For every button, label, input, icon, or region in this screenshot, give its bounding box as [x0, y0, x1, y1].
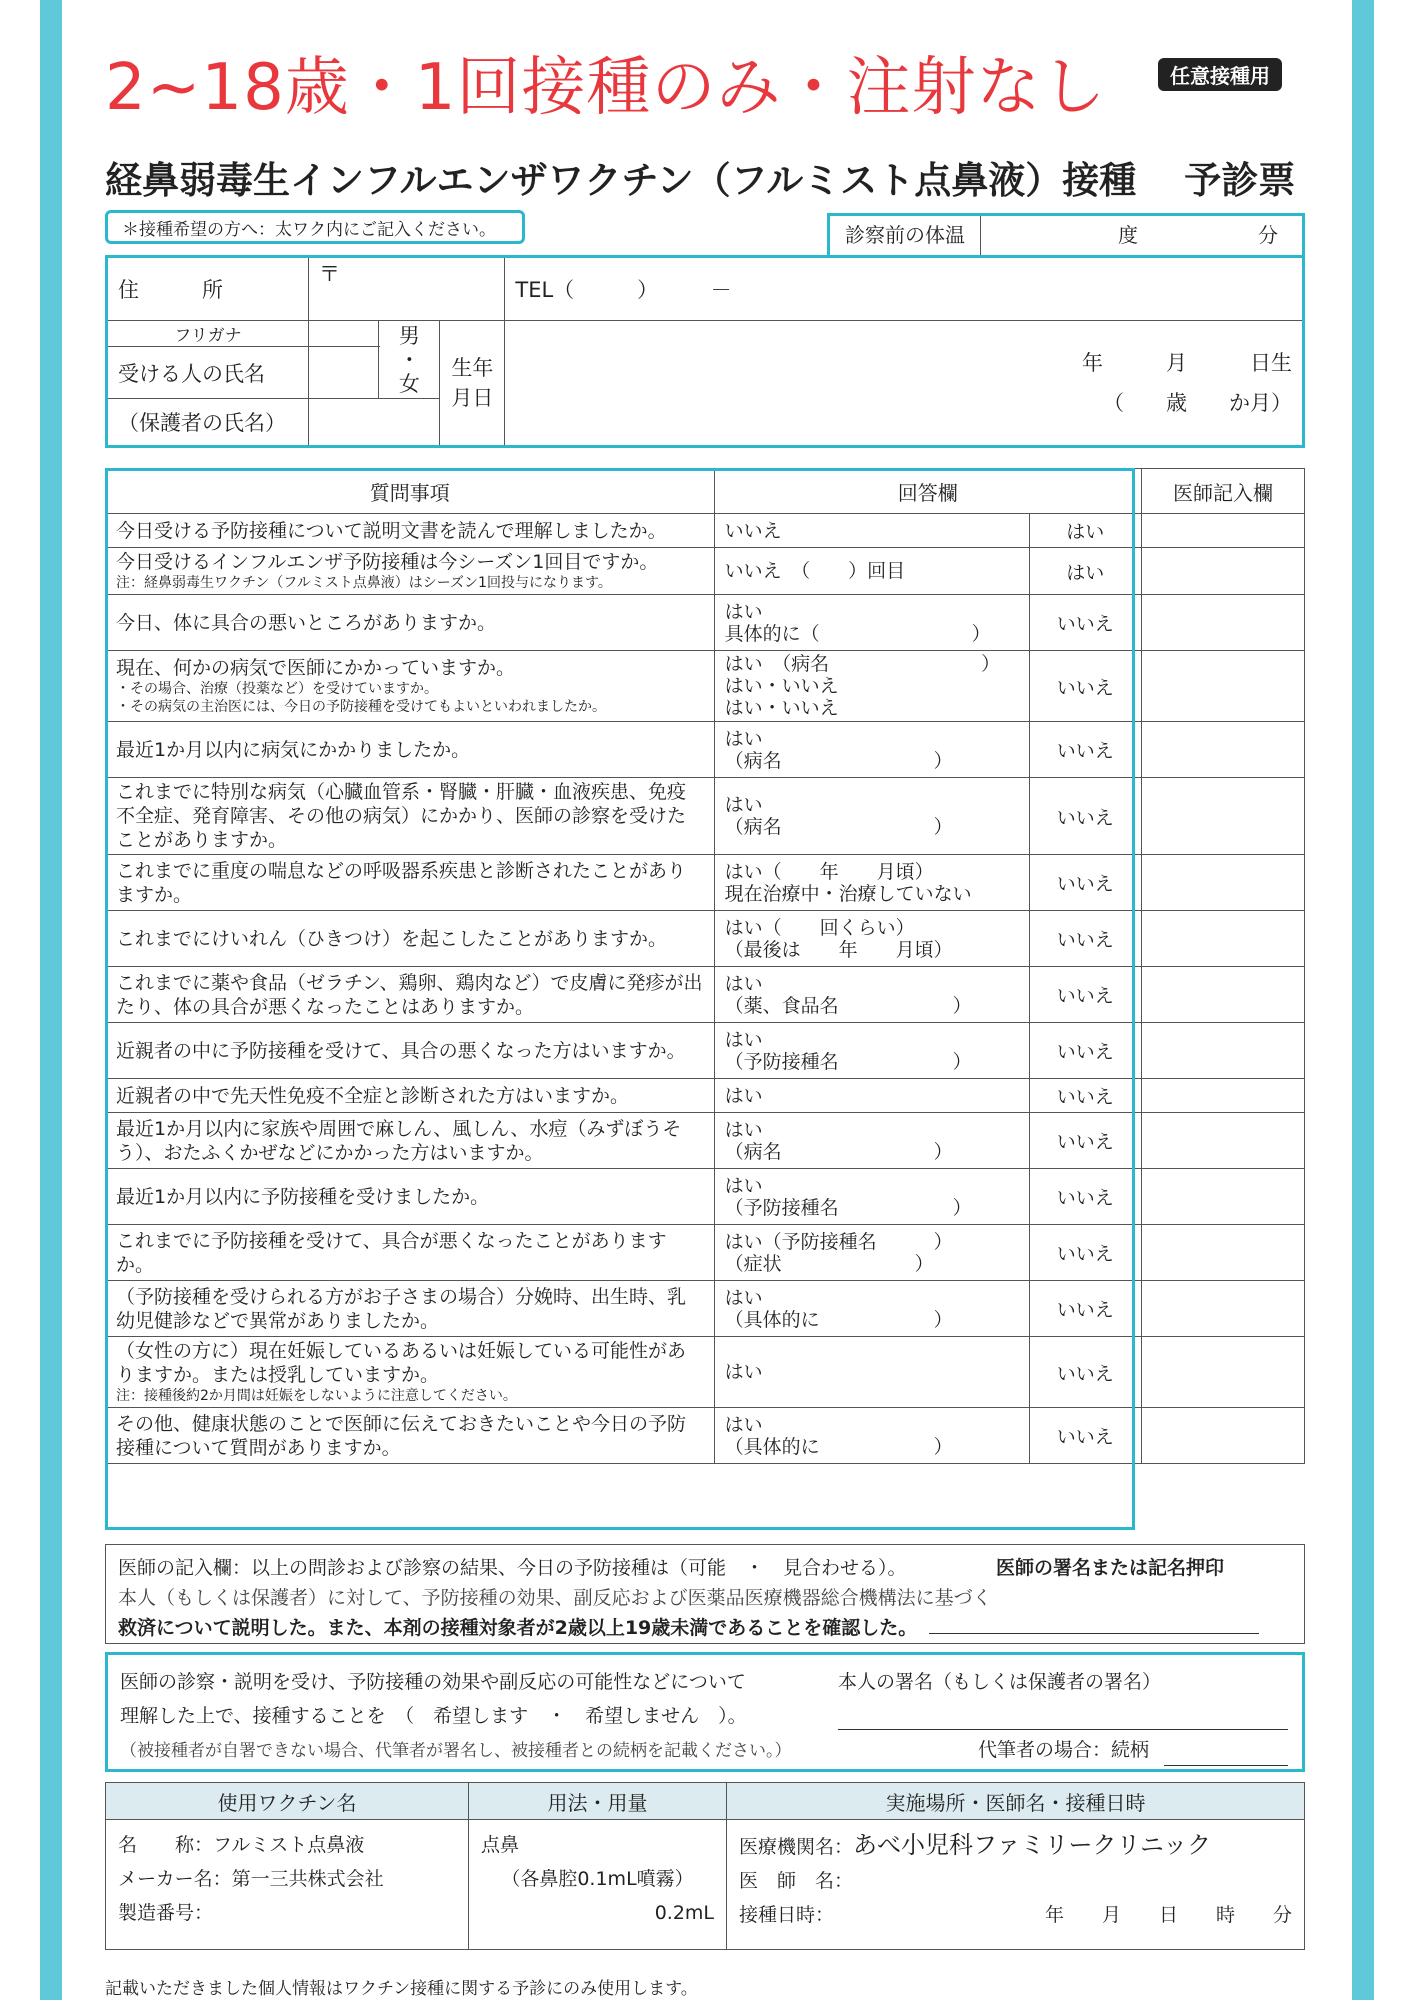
question-text: 最近1か月以内に病気にかかりましたか。	[106, 722, 715, 778]
answer-option-2[interactable]: いいえ	[1029, 651, 1141, 722]
privacy-footer: 記載いただきました個人情報はワクチン接種に関する予診にのみ使用します。	[105, 1979, 698, 1999]
question-row	[106, 778, 1305, 855]
question-text: （予防接種を受けられる方がお子さまの場合）分娩時、出生時、乳幼児健診などで異常がありましたか。	[106, 1281, 715, 1337]
answer-option-2[interactable]: いいえ	[1029, 967, 1141, 1023]
doctor-note-cell[interactable]	[1141, 967, 1304, 1023]
doctor-note-cell[interactable]	[1141, 1408, 1304, 1464]
answer-option-1[interactable]: はい	[714, 1079, 1029, 1113]
question-text: （女性の方に）現在妊娠しているあるいは妊娠している可能性がありますか。または授乳していますか。 注：接種後約2か月間は妊娠をしないように注意してください。	[106, 1337, 715, 1408]
questionnaire-table	[105, 468, 1305, 1464]
doctor-note-cell[interactable]	[1141, 1225, 1304, 1281]
question-row	[106, 651, 1305, 722]
answer-option-2[interactable]: いいえ	[1029, 595, 1141, 651]
doctor-note-cell[interactable]	[1141, 1281, 1304, 1337]
birthdate-field[interactable]: 年 月 日生 （ 歳 か月）	[505, 321, 1304, 447]
answer-option-2[interactable]: いいえ	[1029, 1408, 1141, 1464]
answer-option-2[interactable]: いいえ	[1029, 1281, 1141, 1337]
answer-option-1[interactable]: はい （病名 ）	[714, 722, 1029, 778]
answer-option-1[interactable]: はい（ 回くらい） （最後は 年 月頃）	[714, 911, 1029, 967]
furigana-field[interactable]	[309, 321, 379, 347]
question-text: 現在、何かの病気で医師にかかっていますか。 ・その場合、治療（投薬など）を受けていますか。 ・その病気の主治医には、今日の予防接種を受けてもよいといわれましたか。	[106, 651, 715, 722]
address-label: 住 所	[107, 257, 309, 321]
question-row	[106, 1023, 1305, 1079]
answer-option-1[interactable]: はい （予防接種名 ）	[714, 1023, 1029, 1079]
answer-option-1[interactable]: はい （具体的に ）	[714, 1408, 1029, 1464]
dosage-info: 点鼻 （各鼻腔0.1mL噴霧） 0.2mL	[469, 1820, 727, 1950]
doctor-note-cell[interactable]	[1141, 548, 1304, 595]
answer-option-1[interactable]: いいえ （ ）回目	[714, 548, 1029, 595]
doctor-note-cell[interactable]	[1141, 722, 1304, 778]
name-field[interactable]	[309, 347, 379, 399]
question-row	[106, 548, 1305, 595]
question-text: これまでに重度の喘息などの呼吸器系疾患と診断されたことがありますか。	[106, 855, 715, 911]
question-row	[106, 1281, 1305, 1337]
question-row	[106, 595, 1305, 651]
question-text: これまでにけいれん（ひきつけ）を起こしたことがありますか。	[106, 911, 715, 967]
col-answer: 回答欄	[714, 469, 1141, 514]
answer-option-2[interactable]: いいえ	[1029, 1079, 1141, 1113]
tel-field[interactable]: TEL（ ） －	[505, 257, 1304, 321]
question-row	[106, 1408, 1305, 1464]
facility-info: 医療機関名：あべ小児科ファミリークリニック 医 師 名： 接種日時： 年 月 日 時 分	[727, 1820, 1305, 1950]
question-row	[106, 1113, 1305, 1169]
instruction-note: ＊接種希望の方へ：太ワク内にご記入ください。	[105, 210, 525, 244]
headline: 2~18歳・1回接種のみ・注射なし	[105, 51, 1107, 125]
answer-option-1[interactable]: はい （病名 ）	[714, 778, 1029, 855]
question-row	[106, 1225, 1305, 1281]
doctor-note-cell[interactable]	[1141, 1169, 1304, 1225]
question-text: 最近1か月以内に家族や周囲で麻しん、風しん、水痘（みずぼうそう）、おたふくかぜなどにかかった方はいますか。	[106, 1113, 715, 1169]
answer-option-1[interactable]: はい（ 年 月頃） 現在治療中・治療していない	[714, 855, 1029, 911]
page-title: 経鼻弱毒生インフルエンザワクチン（フルミスト点鼻液）接種 予診票	[105, 159, 1296, 202]
vaccine-info: 名 称：フルミスト点鼻液 メーカー名：第一三共株式会社 製造番号：	[106, 1820, 469, 1950]
question-text: これまでに特別な病気（心臓血管系・腎臓・肝臓・血液疾患、免疫不全症、発育障害、その他の病気）にかかり、医師の診察を受けたことがありますか。	[106, 778, 715, 855]
left-accent-bar	[40, 0, 62, 2000]
relation-line[interactable]	[1164, 1765, 1288, 1766]
name-label: 受ける人の氏名	[107, 347, 309, 399]
doctor-note-cell[interactable]	[1141, 778, 1304, 855]
question-text: 今日、体に具合の悪いところがありますか。	[106, 595, 715, 651]
answer-option-2[interactable]: いいえ	[1029, 722, 1141, 778]
question-row	[106, 722, 1305, 778]
answer-option-2[interactable]: いいえ	[1029, 1023, 1141, 1079]
answer-option-2[interactable]: はい	[1029, 548, 1141, 595]
consent-choice[interactable]: 理解した上で、接種することを （ 希望します ・ 希望しません ）。	[120, 1705, 747, 1727]
answer-option-2[interactable]: はい	[1029, 514, 1141, 548]
patient-signature-line[interactable]	[838, 1729, 1288, 1730]
doctor-signature-line[interactable]	[929, 1633, 1259, 1634]
question-row	[106, 967, 1305, 1023]
answer-option-2[interactable]: いいえ	[1029, 855, 1141, 911]
answer-option-1[interactable]: はい （予防接種名 ）	[714, 1169, 1029, 1225]
right-accent-bar	[1352, 0, 1374, 2000]
answer-option-2[interactable]: いいえ	[1029, 1225, 1141, 1281]
doctor-note-cell[interactable]	[1141, 1079, 1304, 1113]
question-row	[106, 1337, 1305, 1408]
facility-name: あべ小児科ファミリークリニック	[853, 1831, 1212, 1859]
answer-option-2[interactable]: いいえ	[1029, 1113, 1141, 1169]
answer-option-2[interactable]: いいえ	[1029, 778, 1141, 855]
doctor-note-cell[interactable]	[1141, 651, 1304, 722]
question-row	[106, 514, 1305, 548]
vaccine-table	[105, 1782, 1305, 1950]
doctor-note-cell[interactable]	[1141, 1113, 1304, 1169]
guardian-label: （保護者の氏名）	[107, 399, 309, 447]
question-row	[106, 855, 1305, 911]
question-text: これまでに薬や食品（ゼラチン、鶏卵、鶏肉など）で皮膚に発疹が出たり、体の具合が悪くなったことはありますか。	[106, 967, 715, 1023]
personal-info-table	[105, 255, 1305, 448]
answer-option-1[interactable]: はい （具体的に ）	[714, 1281, 1029, 1337]
question-text: 近親者の中で先天性免疫不全症と診断された方はいますか。	[106, 1079, 715, 1113]
col-question: 質問事項	[106, 469, 715, 514]
answer-option-2[interactable]: いいえ	[1029, 1337, 1141, 1408]
answer-option-1[interactable]: いいえ	[714, 514, 1029, 548]
doctor-note-cell[interactable]	[1141, 1023, 1304, 1079]
temperature-field[interactable]: 診察前の体温 度 分	[827, 213, 1305, 255]
question-text: その他、健康状態のことで医師に伝えておきたいことや今日の予防接種について質問がありますか。	[106, 1408, 715, 1464]
question-text: 近親者の中に予防接種を受けて、具合の悪くなった方はいますか。	[106, 1023, 715, 1079]
question-row	[106, 1169, 1305, 1225]
question-text: 今日受けるインフルエンザ予防接種は今シーズン1回目ですか。 注：経鼻弱毒生ワクチン（フルミスト点鼻液）はシーズン1回投与になります。	[106, 548, 715, 595]
consent-section: 医師の診察・説明を受け、予防接種の効果や副反応の可能性などについて 本人の署名（もしくは保護者の署名） 理解した上で、接種することを （ 希望します ・ 希望しません ）。 （被接種者が自署できない場合、代筆者が署名し、被接種者との続柄を記載ください。） 代筆者の場合：続柄	[105, 1652, 1305, 1772]
answer-option-2[interactable]: いいえ	[1029, 1169, 1141, 1225]
doctor-note-cell[interactable]	[1141, 514, 1304, 548]
question-text: 最近1か月以内に予防接種を受けましたか。	[106, 1169, 715, 1225]
answer-option-1[interactable]: はい （薬、食品名 ）	[714, 967, 1029, 1023]
answer-option-1[interactable]: はい	[714, 1337, 1029, 1408]
voluntary-badge: 任意接種用	[1158, 58, 1282, 91]
facility-header: 実施場所・医師名・接種日時	[727, 1783, 1305, 1820]
doctor-note-cell[interactable]	[1141, 855, 1304, 911]
sex-field[interactable]: 男 ・ 女	[379, 321, 440, 399]
guardian-field[interactable]	[309, 399, 440, 447]
birth-label: 生年月日	[440, 321, 505, 447]
question-text: 今日受ける予防接種について説明文書を読んで理解しましたか。	[106, 514, 715, 548]
col-doctor: 医師記入欄	[1141, 469, 1304, 514]
answer-option-1[interactable]: はい （病名 ）	[714, 1113, 1029, 1169]
dosage-header: 用法・用量	[469, 1783, 727, 1820]
address-field[interactable]: 〒	[309, 257, 505, 321]
doctor-note-cell[interactable]	[1141, 595, 1304, 651]
answer-option-1[interactable]: はい （病名 ） はい・いいえ はい・いいえ	[714, 651, 1029, 722]
vaccine-name-header: 使用ワクチン名	[106, 1783, 469, 1820]
doctor-note-cell[interactable]	[1141, 1337, 1304, 1408]
question-row	[106, 1079, 1305, 1113]
answer-option-2[interactable]: いいえ	[1029, 911, 1141, 967]
doctor-note-cell[interactable]	[1141, 911, 1304, 967]
furigana-label: フリガナ	[107, 321, 309, 347]
doctor-section: 医師の記入欄：以上の問診および診察の結果、今日の予防接種は（可能 ・ 見合わせる）。 医師の署名または記名押印 本人（もしくは保護者）に対して、予防接種の効果、副反応および医薬品医療機器総合機構法に基づく 救済について説明した。また、本剤の接種対象者が2歳以上19歳未満であることを確認した。	[105, 1544, 1305, 1644]
answer-option-1[interactable]: はい 具体的に（ ）	[714, 595, 1029, 651]
question-row	[106, 911, 1305, 967]
answer-option-1[interactable]: はい（予防接種名 ） （症状 ）	[714, 1225, 1029, 1281]
question-text: これまでに予防接種を受けて、具合が悪くなったことがありますか。	[106, 1225, 715, 1281]
